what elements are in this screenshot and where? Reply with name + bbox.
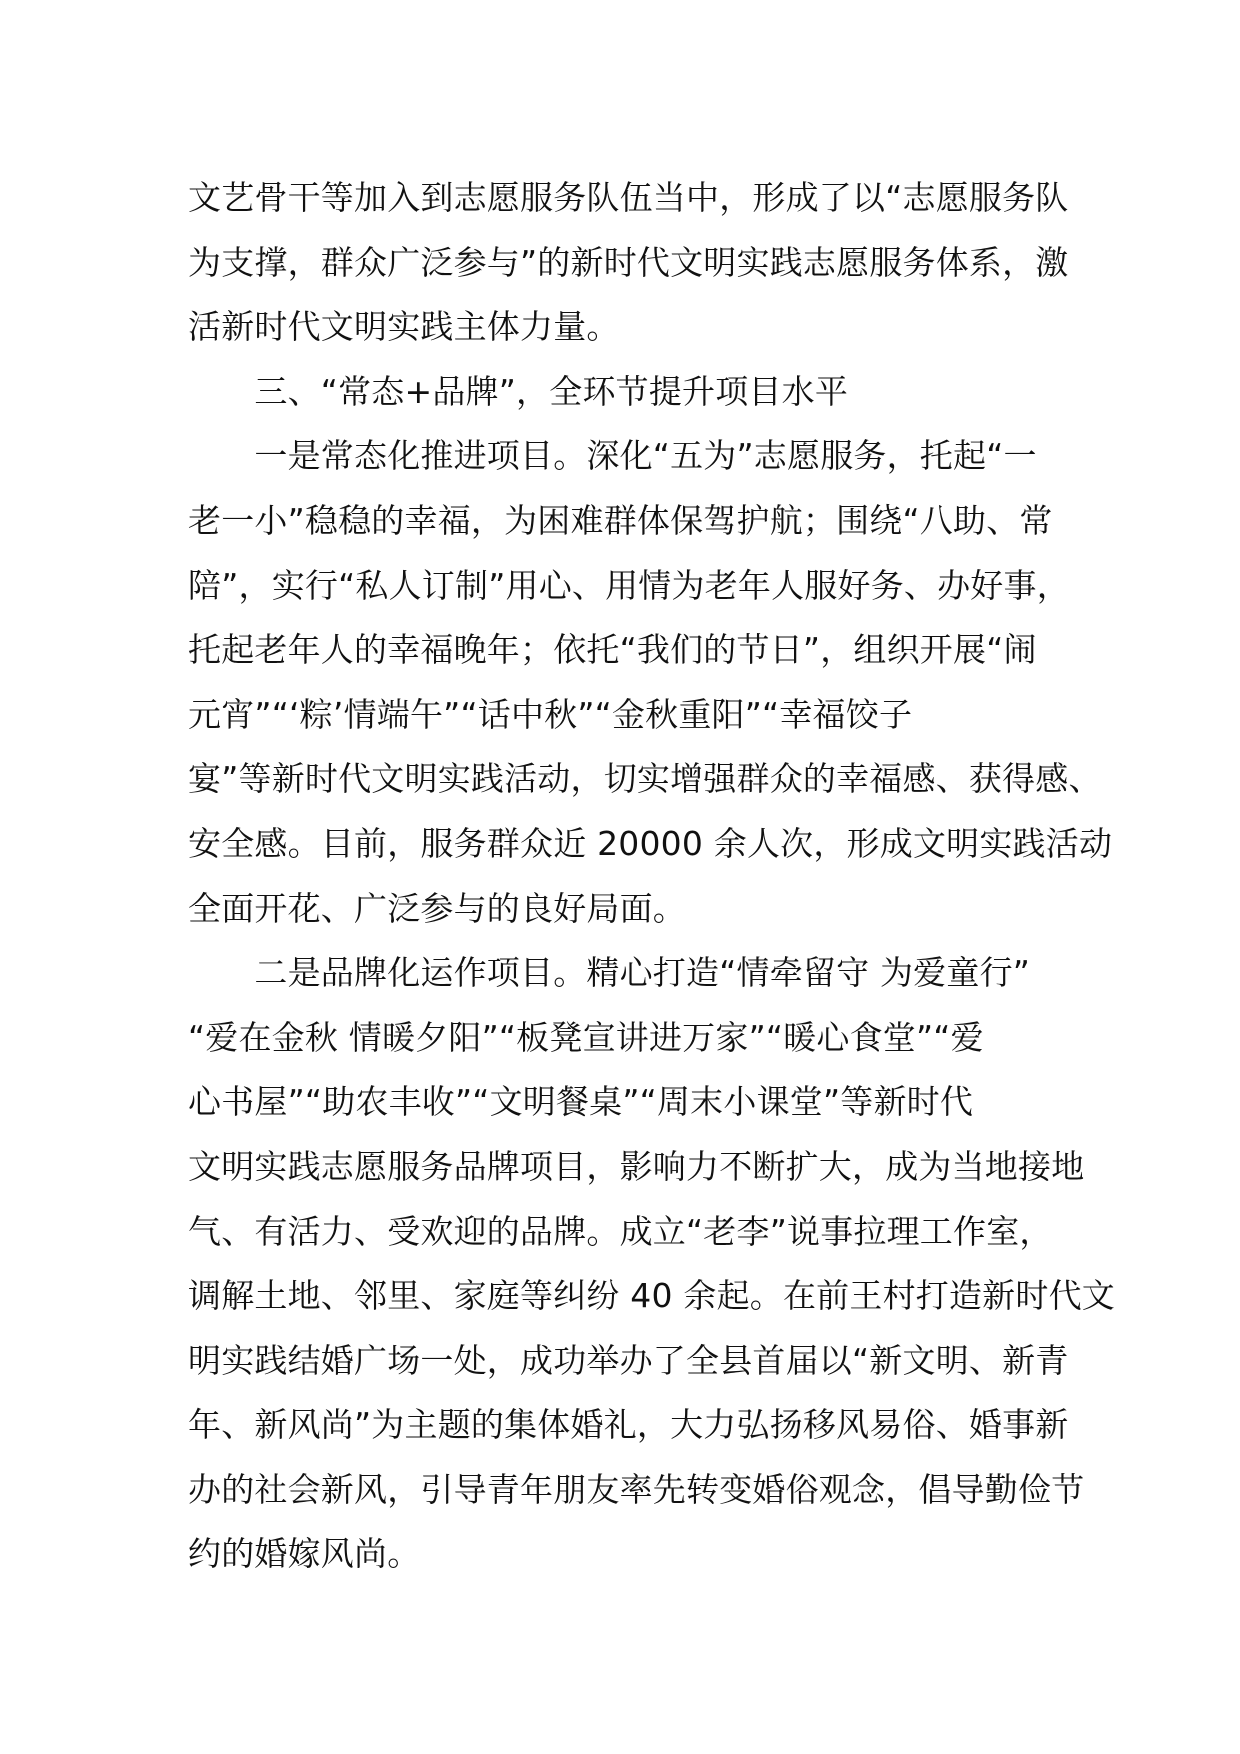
text-line: 心书屋”“助农丰收”“文明餐桌”“周末小课堂”等新时代 bbox=[188, 1082, 974, 1122]
text-line: 托起老年人的幸福晚年；依托“我们的节日”，组织开展“闹 bbox=[188, 630, 1037, 670]
text-line: 约的婚嫁风尚。 bbox=[188, 1534, 421, 1574]
text-line: “爱在金秋 情暖夕阳”“板凳宣讲进万家”“暖心食堂”“爱 bbox=[188, 1017, 984, 1057]
text-line: 明实践结婚广场一处，成功举办了全县首届以“新文明、新青 bbox=[188, 1340, 1069, 1380]
text-line: 调解土地、邻里、家庭等纠纷 40 余起。在前王村打造新时代文 bbox=[188, 1276, 1115, 1316]
document-body bbox=[188, 166, 1115, 1587]
text-line: 全面开花、广泛参与的良好局面。 bbox=[188, 888, 686, 928]
text-line: 老一小”稳稳的幸福，为困难群体保驾护航；围绕“八助、常 bbox=[188, 500, 1053, 540]
text-line: 年、新风尚”为主题的集体婚礼，大力弘扬移风易俗、婚事新 bbox=[188, 1405, 1069, 1445]
text-line: 陪”，实行“私人订制”用心、用情为老年人服好务、办好事， bbox=[188, 565, 1070, 605]
text-line: 二是品牌化运作项目。精心打造“情牵留守 为爱童行” bbox=[188, 953, 1031, 993]
paragraph-volunteer-system bbox=[188, 166, 1078, 360]
text-line: 文明实践志愿服务品牌项目，影响力不断扩大，成为当地接地 bbox=[188, 1146, 1085, 1186]
text-line: 文艺骨干等加入到志愿服务队伍当中，形成了以“志愿服务队 bbox=[188, 178, 1069, 217]
text-line: 宴”等新时代文明实践活动，切实增强群众的幸福感、获得感、 bbox=[188, 759, 1102, 799]
text-line: 办的社会新风，引导青年朋友率先转变婚俗观念，倡导勤俭节 bbox=[188, 1469, 1085, 1509]
text-line: 气、有活力、受欢迎的品牌。成立“老李”说事拉理工作室， bbox=[188, 1211, 1053, 1251]
heading-line: 三、“常态+品牌”，全环节提升项目水平 bbox=[188, 371, 849, 411]
paragraph-normalized-projects bbox=[188, 424, 1113, 941]
text-line: 一是常态化推进项目。深化“五为”志愿服务，托起“一 bbox=[188, 436, 1037, 476]
section-heading-3 bbox=[188, 360, 1078, 425]
text-line: 安全感。目前，服务群众近 20000 余人次，形成文明实践活动 bbox=[188, 823, 1113, 863]
paragraph-brand-projects bbox=[188, 941, 1115, 1587]
text-line: 活新时代文明实践主体力量。 bbox=[188, 307, 620, 347]
text-line: 为支撑，群众广泛参与”的新时代文明实践志愿服务体系，激 bbox=[188, 242, 1069, 282]
text-line: 元宵”“‘粽’情端午”“话中秋”“金秋重阳”“幸福饺子 bbox=[188, 694, 913, 734]
